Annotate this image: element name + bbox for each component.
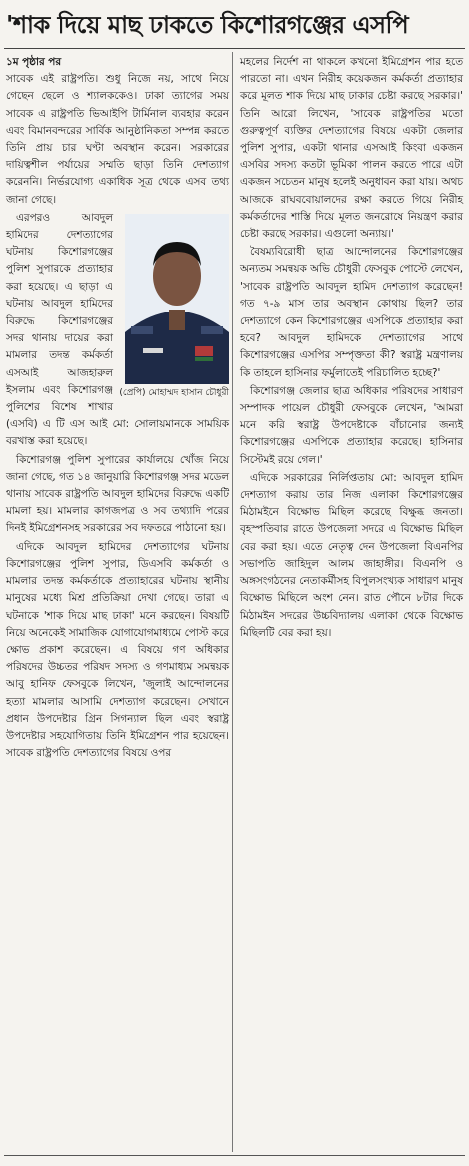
article-paragraph: বৈষম্যবিরোধী ছাত্র আন্দোলনের কিশোরগঞ্জের অন্যতম সমন্বয়ক অভি চৌধুরী ফেসবুক পোস্টে লেখেন, 'সাবেক রাষ্ট্রপতি আবদুল হামিদ দেশত্যাগ করেছেন! গত ৭-৯ মাস তার অবস্থান কোথায় ছিল? তার দেশত্যাগে কেন কিশোরগঞ্জের এসপিকে প্রত্যাহার করা হবে? আবদুল হামিদকে দেশত্যাগের সাথে কিশোরগঞ্জের এসপির সম্পৃক্ততা কী? স্বরাষ্ট্র মন্ত্রণালয় কি তাহলে হাসিনার ফর্মুলাতেই পরিচালিত হচ্ছে?' [240, 246, 463, 379]
article-paragraph: এদিকে আবদুল হামিদের দেশত্যাগের ঘটনায় কিশোরগঞ্জের পুলিশ সুপার, ডিএসবি কর্মকর্তা ও মামলার তদন্ত কর্মকর্তাকে প্রত্যাহারের ঘটনায় স্থানীয় মানুষের মধ্যে মিশ্র প্রতিক্রিয়া দেখা গেছে। তারা এ ঘটনাকে 'শাক দিয়ে মাছ ঢাকা' মনে করছেন। বিষয়টি নিয়ে অনেকেই সামাজিক যোগাযোগমাধ্যমে পোস্ট করে ক্ষোভ প্রকাশ করেছেন। এ বিষয়ে গণ অধিকার পরিষদের উচ্চতর পরিষদ সদস্য ও গণমাধ্যম সমন্বয়ক আবু হানিফ ফেসবুকে লিখেন, 'জুলাই আন্দোলনের হত্যা মামলার আসামি দেশত্যাগ করেছেন। সেখানে প্রধান উপদেষ্টার গ্রিন সিগন্যাল ছিল এবং স্বরাষ্ট্র উপদেষ্টার সহযোগিতায় তিনি ইমিগ্রেশন পার হয়েছেন। সাবেক রাষ্ট্রপতি দেশত্যাগের বিষয়ে ওপর [6, 540, 229, 760]
officer-portrait-image [125, 214, 229, 384]
photo-block [119, 214, 229, 399]
headline: 'শাক দিয়ে মাছ ঢাকতে কিশোরগঞ্জের এসপি [6, 10, 409, 39]
article-paragraph [6, 54, 229, 209]
paragraph-text: সাবেক এই রাষ্ট্রপতি। শুধু নিজে নয়, সাথে নিয়ে গেছেন ছেলে ও শ্যালককেও। ঢাকা ত্যাগের সময় সাবেক এ রাষ্ট্রপতি ভিআইপি টার্মিনাল ব্যবহার করেন এবং বিমানবন্দরের সার্বিক আনুষ্ঠানিকতা সম্পন্ন করতে তিনি প্রায় চার ঘণ্টা অবস্থান করেন। সরকারের দায়িত্বশীল পর্যায়ের সম্মতি ছাড়া তিনি দেশত্যাগ করেননি। নির্ভরযোগ্য একাধিক সূত্র থেকে এসব তথ্য জানা গেছে। [6, 73, 229, 206]
continuation-label: ১ম পৃষ্ঠার পর [6, 56, 62, 68]
left-column [6, 54, 229, 763]
bottom-rule [4, 1155, 465, 1156]
paragraph-text: এরপরও আবদুল হামিদের দেশত্যাগের ঘটনায় কিশোরগঞ্জের পুলিশ সুপারকে প্রত্যাহার করা হয়েছে। এ ছাড়া এ ঘটনায় আবদুল হামিদের বিরুদ্ধে কিশোরগঞ্জের সদর থানায় দায়ের করা মামলার তদন্ত কর্মকর্তা এসআই আজহারুল ইসলাম এবং কিশোরগঞ্জ পুলিশের বিশেষ শাখার (এসবি) এ টি এস আই মো: সোলায়মানকে সাময়িক বরখাস্ত করা হয়েছে। [6, 211, 229, 448]
column-divider [232, 52, 233, 1152]
article-paragraph: মহলের নির্দেশ না থাকলে কখনো ইমিগ্রেশন পার হতে পারতো না। এখন নিরীহ কয়েকজন কর্মকর্তা প্রত্যাহার করে মূলত শাক দিয়ে মাছ ঢাকার চেষ্টা করছে সরকার।' তিনি আরো লিখেন, 'সাবেক রাষ্ট্রপতির মতো গুরুত্বপূর্ণ ব্যক্তির দেশত্যাগের বিষয়ে একটা জেলার পুলিশ সুপার, একটা থানার এসআই কিংবা একজন এসবির সদস্য কতটা ভূমিকা পালন করতে পারে এটা একজন সচেতন মানুষ হলেই অনুধাবন করা যায়। অথচ আজকে রাঘববোয়ালদের রক্ষা করতে গিয়ে নিরীহ কর্মকর্তাদের শাস্তি দিয়ে মূলত জনরোষে নিয়ন্ত্রণ করার চেষ্টা করছে সরকার। এগুলো অন্যায়।' [240, 56, 463, 241]
article-paragraph: কিশোরগঞ্জ জেলার ছাত্র অধিকার পরিষদের সাধারণ সম্পাদক পায়েল চৌধুরী ফেসবুকে লেখেন, 'আমরা মনে করি স্বরাষ্ট্র উপদেষ্টাকে বাঁচানোর জন্যই কিশোরগঞ্জের এসপিকে প্রত্যাহার করেছে। হাসিনার সিস্টেমই রয়ে গেল।' [240, 384, 463, 466]
article-paragraph: এদিকে সরকারের নির্লিপ্ততায় মো: আবদুল হামিদ দেশত্যাগ করায় তার নিজ এলাকা কিশোরগঞ্জের মিঠামইনে বিক্ষোভ মিছিল করেছে বিক্ষুব্ধ জনতা। বৃহস্পতিবার রাতে উপজেলা সদরে এ বিক্ষোভ মিছিল বের করা হয়। এতে নেতৃত্ব দেন উপজেলা বিএনপির সভাপতি জাহিদুল আলম জাহাঙ্গীর। বিএনপি ও অঙ্গসংগঠনের নেতাকর্মীসহ বিপুলসংখ্যক সাধারণ মানুষ বিক্ষোভ মিছিলে অংশ নেন। রাত পৌনে ৮টার দিকে মিঠামইন সদরের উচ্চবিদ্যালয় এলাকা থেকে বিক্ষোভ মিছিলটি বের করা হয়। [240, 471, 463, 639]
right-column [240, 54, 463, 643]
headline-rule [4, 48, 465, 49]
article-paragraph: কিশোরগঞ্জ পুলিশ সুপারের কার্যালয়ে খোঁজ নিয়ে জানা গেছে, গত ১৪ জানুয়ারি কিশোরগঞ্জ সদর মডেল থানায় সাবেক রাষ্ট্রপতি আবদুল হামিদের বিরুদ্ধে একটি মামলা হয়। মামলার কাগজপত্র ও সব তথ্যাদি পরের দিনই ইমিগ্রেশনসহ সরকারের সব দফতরে পাঠানো হয়। [6, 453, 229, 535]
article-paragraph [6, 210, 229, 451]
photo-caption: (প্রেপি) মোহাম্মদ হাসান চৌধুরী [119, 387, 229, 398]
portrait-photo [125, 214, 229, 384]
